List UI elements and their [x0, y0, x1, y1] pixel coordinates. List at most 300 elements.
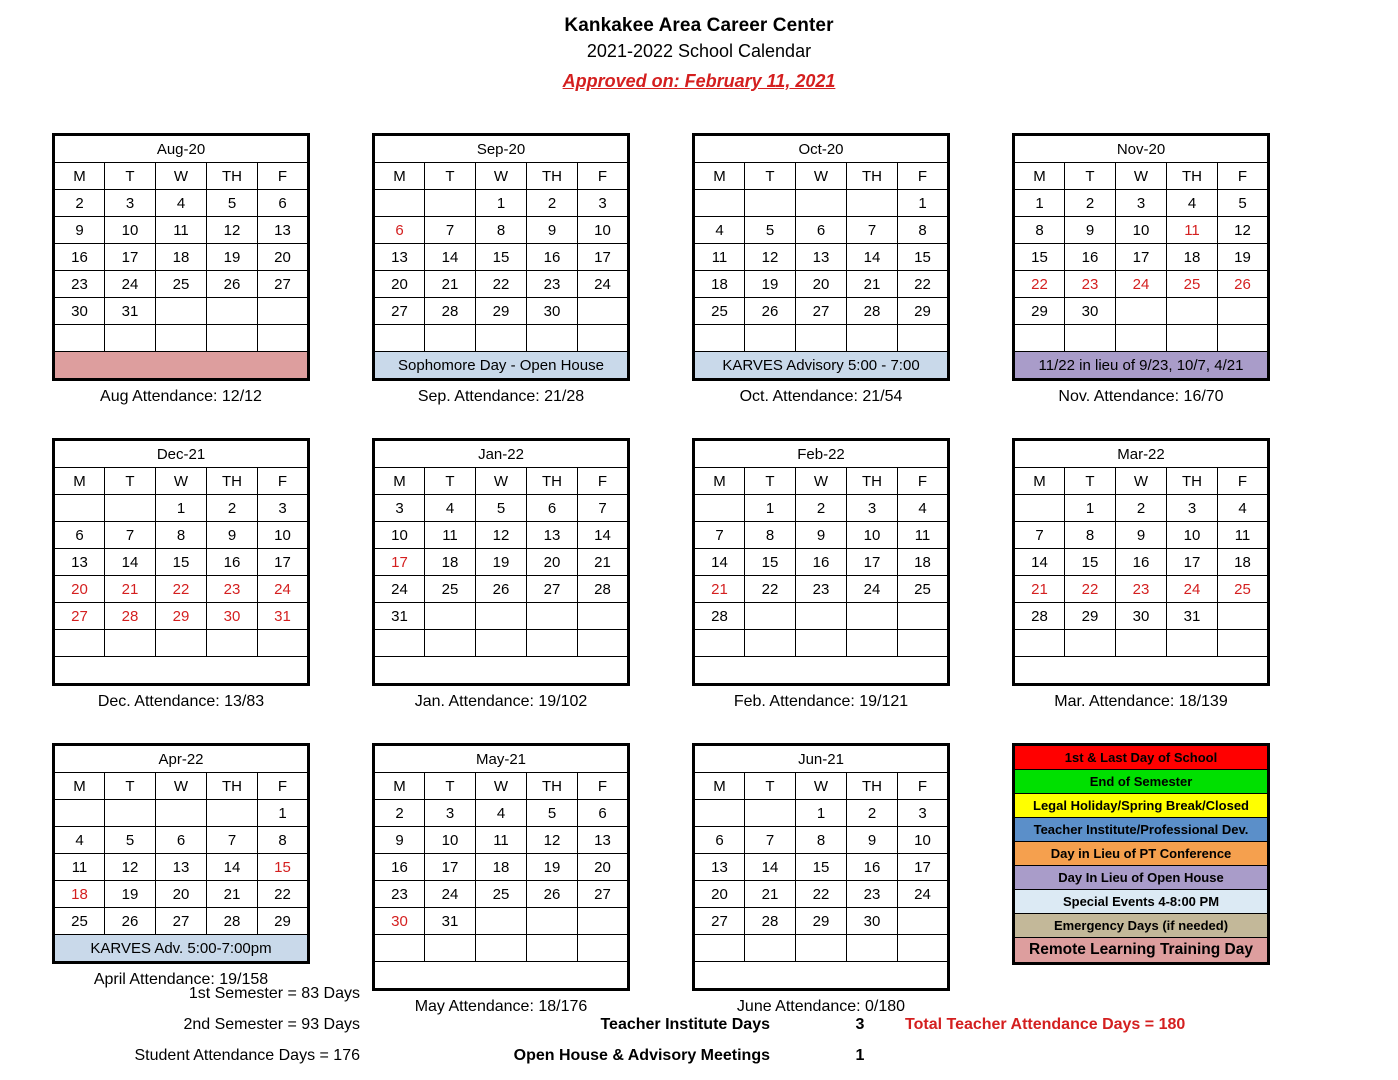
- day-cell-8[interactable]: 8: [156, 522, 207, 549]
- day-cell-empty[interactable]: [54, 495, 105, 522]
- day-cell-20[interactable]: 20: [796, 271, 847, 298]
- day-cell-8[interactable]: 8: [476, 217, 527, 244]
- day-cell-19[interactable]: 19: [207, 244, 258, 271]
- day-cell-empty[interactable]: [578, 630, 629, 657]
- day-cell-30[interactable]: 30: [207, 603, 258, 630]
- day-cell-26[interactable]: 26: [1218, 271, 1269, 298]
- day-cell-4[interactable]: 4: [54, 827, 105, 854]
- day-cell-13[interactable]: 13: [578, 827, 629, 854]
- day-cell-19[interactable]: 19: [745, 271, 796, 298]
- day-cell-3[interactable]: 3: [898, 800, 949, 827]
- day-cell-empty[interactable]: [105, 630, 156, 657]
- day-cell-25[interactable]: 25: [898, 576, 949, 603]
- day-cell-empty[interactable]: [527, 603, 578, 630]
- day-cell-empty[interactable]: [425, 935, 476, 962]
- day-cell-1[interactable]: 1: [745, 495, 796, 522]
- day-cell-7[interactable]: 7: [1014, 522, 1065, 549]
- day-cell-24[interactable]: 24: [374, 576, 425, 603]
- day-cell-20[interactable]: 20: [156, 881, 207, 908]
- day-cell-26[interactable]: 26: [207, 271, 258, 298]
- day-cell-30[interactable]: 30: [847, 908, 898, 935]
- day-cell-15[interactable]: 15: [745, 549, 796, 576]
- day-cell-empty[interactable]: [847, 630, 898, 657]
- day-cell-28[interactable]: 28: [207, 908, 258, 935]
- day-cell-31[interactable]: 31: [425, 908, 476, 935]
- day-cell-6[interactable]: 6: [374, 217, 425, 244]
- day-cell-empty[interactable]: [898, 325, 949, 352]
- day-cell-14[interactable]: 14: [207, 854, 258, 881]
- day-cell-16[interactable]: 16: [847, 854, 898, 881]
- day-cell-empty[interactable]: [694, 190, 745, 217]
- day-cell-31[interactable]: 31: [258, 603, 309, 630]
- day-cell-2[interactable]: 2: [54, 190, 105, 217]
- day-cell-3[interactable]: 3: [1167, 495, 1218, 522]
- day-cell-empty[interactable]: [1218, 630, 1269, 657]
- day-cell-empty[interactable]: [476, 603, 527, 630]
- day-cell-17[interactable]: 17: [1167, 549, 1218, 576]
- day-cell-3[interactable]: 3: [1116, 190, 1167, 217]
- day-cell-23[interactable]: 23: [1065, 271, 1116, 298]
- day-cell-5[interactable]: 5: [105, 827, 156, 854]
- day-cell-11[interactable]: 11: [898, 522, 949, 549]
- day-cell-22[interactable]: 22: [1065, 576, 1116, 603]
- day-cell-24[interactable]: 24: [258, 576, 309, 603]
- day-cell-18[interactable]: 18: [156, 244, 207, 271]
- day-cell-4[interactable]: 4: [1218, 495, 1269, 522]
- day-cell-12[interactable]: 12: [1218, 217, 1269, 244]
- day-cell-17[interactable]: 17: [898, 854, 949, 881]
- day-cell-empty[interactable]: [1116, 298, 1167, 325]
- day-cell-19[interactable]: 19: [527, 854, 578, 881]
- day-cell-17[interactable]: 17: [1116, 244, 1167, 271]
- day-cell-22[interactable]: 22: [476, 271, 527, 298]
- day-cell-1[interactable]: 1: [156, 495, 207, 522]
- day-cell-27[interactable]: 27: [374, 298, 425, 325]
- day-cell-23[interactable]: 23: [374, 881, 425, 908]
- day-cell-empty[interactable]: [527, 935, 578, 962]
- day-cell-28[interactable]: 28: [578, 576, 629, 603]
- day-cell-12[interactable]: 12: [105, 854, 156, 881]
- day-cell-empty[interactable]: [898, 630, 949, 657]
- day-cell-21[interactable]: 21: [578, 549, 629, 576]
- day-cell-3[interactable]: 3: [578, 190, 629, 217]
- day-cell-28[interactable]: 28: [105, 603, 156, 630]
- day-cell-24[interactable]: 24: [105, 271, 156, 298]
- day-cell-empty[interactable]: [156, 630, 207, 657]
- day-cell-20[interactable]: 20: [578, 854, 629, 881]
- day-cell-empty[interactable]: [1014, 630, 1065, 657]
- day-cell-22[interactable]: 22: [745, 576, 796, 603]
- day-cell-empty[interactable]: [847, 935, 898, 962]
- day-cell-29[interactable]: 29: [898, 298, 949, 325]
- day-cell-2[interactable]: 2: [796, 495, 847, 522]
- day-cell-25[interactable]: 25: [156, 271, 207, 298]
- day-cell-empty[interactable]: [54, 325, 105, 352]
- day-cell-30[interactable]: 30: [1116, 603, 1167, 630]
- day-cell-10[interactable]: 10: [1116, 217, 1167, 244]
- day-cell-11[interactable]: 11: [54, 854, 105, 881]
- day-cell-25[interactable]: 25: [425, 576, 476, 603]
- day-cell-empty[interactable]: [476, 630, 527, 657]
- day-cell-7[interactable]: 7: [694, 522, 745, 549]
- day-cell-9[interactable]: 9: [527, 217, 578, 244]
- day-cell-20[interactable]: 20: [694, 881, 745, 908]
- day-cell-29[interactable]: 29: [1014, 298, 1065, 325]
- day-cell-empty[interactable]: [898, 935, 949, 962]
- day-cell-16[interactable]: 16: [207, 549, 258, 576]
- day-cell-12[interactable]: 12: [745, 244, 796, 271]
- day-cell-28[interactable]: 28: [745, 908, 796, 935]
- day-cell-15[interactable]: 15: [1014, 244, 1065, 271]
- day-cell-14[interactable]: 14: [694, 549, 745, 576]
- day-cell-8[interactable]: 8: [258, 827, 309, 854]
- day-cell-empty[interactable]: [156, 298, 207, 325]
- day-cell-22[interactable]: 22: [796, 881, 847, 908]
- day-cell-9[interactable]: 9: [207, 522, 258, 549]
- day-cell-empty[interactable]: [527, 908, 578, 935]
- day-cell-empty[interactable]: [374, 190, 425, 217]
- day-cell-10[interactable]: 10: [898, 827, 949, 854]
- day-cell-14[interactable]: 14: [578, 522, 629, 549]
- day-cell-empty[interactable]: [476, 325, 527, 352]
- day-cell-empty[interactable]: [207, 630, 258, 657]
- day-cell-22[interactable]: 22: [258, 881, 309, 908]
- day-cell-2[interactable]: 2: [1116, 495, 1167, 522]
- day-cell-4[interactable]: 4: [156, 190, 207, 217]
- day-cell-7[interactable]: 7: [578, 495, 629, 522]
- day-cell-5[interactable]: 5: [745, 217, 796, 244]
- day-cell-empty[interactable]: [207, 800, 258, 827]
- day-cell-6[interactable]: 6: [258, 190, 309, 217]
- day-cell-25[interactable]: 25: [54, 908, 105, 935]
- day-cell-17[interactable]: 17: [425, 854, 476, 881]
- day-cell-empty[interactable]: [796, 190, 847, 217]
- day-cell-23[interactable]: 23: [1116, 576, 1167, 603]
- day-cell-29[interactable]: 29: [476, 298, 527, 325]
- day-cell-21[interactable]: 21: [847, 271, 898, 298]
- day-cell-empty[interactable]: [1065, 325, 1116, 352]
- day-cell-18[interactable]: 18: [898, 549, 949, 576]
- day-cell-empty[interactable]: [745, 935, 796, 962]
- day-cell-27[interactable]: 27: [156, 908, 207, 935]
- day-cell-empty[interactable]: [476, 935, 527, 962]
- day-cell-empty[interactable]: [578, 603, 629, 630]
- day-cell-27[interactable]: 27: [54, 603, 105, 630]
- day-cell-16[interactable]: 16: [527, 244, 578, 271]
- day-cell-4[interactable]: 4: [476, 800, 527, 827]
- day-cell-empty[interactable]: [207, 325, 258, 352]
- day-cell-empty[interactable]: [578, 298, 629, 325]
- day-cell-29[interactable]: 29: [156, 603, 207, 630]
- day-cell-empty[interactable]: [1116, 630, 1167, 657]
- day-cell-6[interactable]: 6: [796, 217, 847, 244]
- day-cell-27[interactable]: 27: [258, 271, 309, 298]
- day-cell-15[interactable]: 15: [156, 549, 207, 576]
- day-cell-2[interactable]: 2: [1065, 190, 1116, 217]
- day-cell-28[interactable]: 28: [847, 298, 898, 325]
- day-cell-14[interactable]: 14: [425, 244, 476, 271]
- day-cell-3[interactable]: 3: [374, 495, 425, 522]
- day-cell-13[interactable]: 13: [54, 549, 105, 576]
- day-cell-6[interactable]: 6: [694, 827, 745, 854]
- day-cell-empty[interactable]: [476, 908, 527, 935]
- day-cell-11[interactable]: 11: [425, 522, 476, 549]
- day-cell-12[interactable]: 12: [207, 217, 258, 244]
- day-cell-12[interactable]: 12: [527, 827, 578, 854]
- day-cell-18[interactable]: 18: [54, 881, 105, 908]
- day-cell-15[interactable]: 15: [796, 854, 847, 881]
- day-cell-empty[interactable]: [425, 325, 476, 352]
- day-cell-21[interactable]: 21: [745, 881, 796, 908]
- day-cell-30[interactable]: 30: [1065, 298, 1116, 325]
- day-cell-9[interactable]: 9: [1116, 522, 1167, 549]
- day-cell-empty[interactable]: [1167, 630, 1218, 657]
- day-cell-26[interactable]: 26: [527, 881, 578, 908]
- day-cell-27[interactable]: 27: [694, 908, 745, 935]
- day-cell-10[interactable]: 10: [105, 217, 156, 244]
- day-cell-28[interactable]: 28: [425, 298, 476, 325]
- day-cell-14[interactable]: 14: [1014, 549, 1065, 576]
- day-cell-7[interactable]: 7: [847, 217, 898, 244]
- day-cell-14[interactable]: 14: [745, 854, 796, 881]
- day-cell-27[interactable]: 27: [527, 576, 578, 603]
- day-cell-1[interactable]: 1: [258, 800, 309, 827]
- day-cell-empty[interactable]: [745, 190, 796, 217]
- day-cell-17[interactable]: 17: [578, 244, 629, 271]
- day-cell-3[interactable]: 3: [105, 190, 156, 217]
- day-cell-empty[interactable]: [1014, 495, 1065, 522]
- day-cell-4[interactable]: 4: [898, 495, 949, 522]
- day-cell-27[interactable]: 27: [796, 298, 847, 325]
- day-cell-10[interactable]: 10: [847, 522, 898, 549]
- day-cell-empty[interactable]: [258, 325, 309, 352]
- day-cell-empty[interactable]: [1167, 325, 1218, 352]
- day-cell-empty[interactable]: [425, 603, 476, 630]
- day-cell-empty[interactable]: [745, 800, 796, 827]
- day-cell-empty[interactable]: [694, 325, 745, 352]
- day-cell-16[interactable]: 16: [1116, 549, 1167, 576]
- day-cell-9[interactable]: 9: [54, 217, 105, 244]
- day-cell-empty[interactable]: [745, 325, 796, 352]
- day-cell-7[interactable]: 7: [745, 827, 796, 854]
- day-cell-22[interactable]: 22: [898, 271, 949, 298]
- day-cell-empty[interactable]: [54, 800, 105, 827]
- day-cell-21[interactable]: 21: [1014, 576, 1065, 603]
- day-cell-17[interactable]: 17: [105, 244, 156, 271]
- day-cell-8[interactable]: 8: [796, 827, 847, 854]
- day-cell-11[interactable]: 11: [694, 244, 745, 271]
- day-cell-7[interactable]: 7: [425, 217, 476, 244]
- day-cell-3[interactable]: 3: [847, 495, 898, 522]
- day-cell-20[interactable]: 20: [54, 576, 105, 603]
- day-cell-20[interactable]: 20: [527, 549, 578, 576]
- day-cell-15[interactable]: 15: [898, 244, 949, 271]
- day-cell-9[interactable]: 9: [374, 827, 425, 854]
- day-cell-2[interactable]: 2: [207, 495, 258, 522]
- day-cell-empty[interactable]: [1218, 603, 1269, 630]
- day-cell-23[interactable]: 23: [847, 881, 898, 908]
- day-cell-6[interactable]: 6: [156, 827, 207, 854]
- day-cell-5[interactable]: 5: [527, 800, 578, 827]
- day-cell-20[interactable]: 20: [374, 271, 425, 298]
- day-cell-empty[interactable]: [694, 630, 745, 657]
- day-cell-15[interactable]: 15: [258, 854, 309, 881]
- day-cell-12[interactable]: 12: [476, 522, 527, 549]
- day-cell-18[interactable]: 18: [476, 854, 527, 881]
- day-cell-28[interactable]: 28: [1014, 603, 1065, 630]
- day-cell-2[interactable]: 2: [847, 800, 898, 827]
- day-cell-10[interactable]: 10: [1167, 522, 1218, 549]
- day-cell-28[interactable]: 28: [694, 603, 745, 630]
- day-cell-13[interactable]: 13: [796, 244, 847, 271]
- day-cell-empty[interactable]: [156, 800, 207, 827]
- day-cell-empty[interactable]: [258, 630, 309, 657]
- day-cell-19[interactable]: 19: [476, 549, 527, 576]
- day-cell-empty[interactable]: [1014, 325, 1065, 352]
- day-cell-16[interactable]: 16: [54, 244, 105, 271]
- day-cell-empty[interactable]: [796, 603, 847, 630]
- day-cell-20[interactable]: 20: [258, 244, 309, 271]
- day-cell-15[interactable]: 15: [476, 244, 527, 271]
- day-cell-13[interactable]: 13: [258, 217, 309, 244]
- day-cell-10[interactable]: 10: [578, 217, 629, 244]
- day-cell-11[interactable]: 11: [1218, 522, 1269, 549]
- day-cell-empty[interactable]: [1065, 630, 1116, 657]
- day-cell-14[interactable]: 14: [105, 549, 156, 576]
- day-cell-empty[interactable]: [796, 935, 847, 962]
- day-cell-empty[interactable]: [527, 630, 578, 657]
- day-cell-24[interactable]: 24: [1116, 271, 1167, 298]
- day-cell-empty[interactable]: [374, 630, 425, 657]
- day-cell-16[interactable]: 16: [1065, 244, 1116, 271]
- day-cell-23[interactable]: 23: [54, 271, 105, 298]
- day-cell-29[interactable]: 29: [258, 908, 309, 935]
- day-cell-8[interactable]: 8: [1065, 522, 1116, 549]
- day-cell-31[interactable]: 31: [105, 298, 156, 325]
- day-cell-24[interactable]: 24: [578, 271, 629, 298]
- day-cell-empty[interactable]: [1218, 325, 1269, 352]
- day-cell-24[interactable]: 24: [847, 576, 898, 603]
- day-cell-25[interactable]: 25: [1218, 576, 1269, 603]
- day-cell-empty[interactable]: [374, 325, 425, 352]
- day-cell-19[interactable]: 19: [1218, 244, 1269, 271]
- day-cell-9[interactable]: 9: [1065, 217, 1116, 244]
- day-cell-empty[interactable]: [796, 325, 847, 352]
- day-cell-empty[interactable]: [578, 908, 629, 935]
- day-cell-empty[interactable]: [796, 630, 847, 657]
- day-cell-23[interactable]: 23: [796, 576, 847, 603]
- day-cell-5[interactable]: 5: [476, 495, 527, 522]
- day-cell-25[interactable]: 25: [1167, 271, 1218, 298]
- day-cell-empty[interactable]: [694, 935, 745, 962]
- day-cell-7[interactable]: 7: [207, 827, 258, 854]
- day-cell-empty[interactable]: [694, 800, 745, 827]
- day-cell-2[interactable]: 2: [527, 190, 578, 217]
- day-cell-9[interactable]: 9: [847, 827, 898, 854]
- day-cell-empty[interactable]: [374, 935, 425, 962]
- day-cell-21[interactable]: 21: [207, 881, 258, 908]
- day-cell-4[interactable]: 4: [425, 495, 476, 522]
- day-cell-1[interactable]: 1: [1014, 190, 1065, 217]
- day-cell-23[interactable]: 23: [527, 271, 578, 298]
- day-cell-24[interactable]: 24: [1167, 576, 1218, 603]
- day-cell-empty[interactable]: [745, 603, 796, 630]
- day-cell-empty[interactable]: [1116, 325, 1167, 352]
- day-cell-10[interactable]: 10: [425, 827, 476, 854]
- day-cell-4[interactable]: 4: [1167, 190, 1218, 217]
- day-cell-8[interactable]: 8: [1014, 217, 1065, 244]
- day-cell-26[interactable]: 26: [745, 298, 796, 325]
- day-cell-10[interactable]: 10: [374, 522, 425, 549]
- day-cell-2[interactable]: 2: [374, 800, 425, 827]
- day-cell-23[interactable]: 23: [207, 576, 258, 603]
- day-cell-1[interactable]: 1: [476, 190, 527, 217]
- day-cell-6[interactable]: 6: [527, 495, 578, 522]
- day-cell-3[interactable]: 3: [258, 495, 309, 522]
- day-cell-empty[interactable]: [105, 495, 156, 522]
- day-cell-21[interactable]: 21: [425, 271, 476, 298]
- day-cell-empty[interactable]: [898, 603, 949, 630]
- day-cell-18[interactable]: 18: [1218, 549, 1269, 576]
- day-cell-5[interactable]: 5: [1218, 190, 1269, 217]
- day-cell-1[interactable]: 1: [1065, 495, 1116, 522]
- day-cell-6[interactable]: 6: [54, 522, 105, 549]
- day-cell-15[interactable]: 15: [1065, 549, 1116, 576]
- day-cell-22[interactable]: 22: [1014, 271, 1065, 298]
- day-cell-empty[interactable]: [847, 190, 898, 217]
- day-cell-8[interactable]: 8: [898, 217, 949, 244]
- day-cell-21[interactable]: 21: [694, 576, 745, 603]
- day-cell-16[interactable]: 16: [374, 854, 425, 881]
- day-cell-empty[interactable]: [694, 495, 745, 522]
- day-cell-empty[interactable]: [578, 935, 629, 962]
- day-cell-13[interactable]: 13: [527, 522, 578, 549]
- day-cell-10[interactable]: 10: [258, 522, 309, 549]
- day-cell-empty[interactable]: [105, 800, 156, 827]
- day-cell-3[interactable]: 3: [425, 800, 476, 827]
- day-cell-21[interactable]: 21: [105, 576, 156, 603]
- day-cell-6[interactable]: 6: [578, 800, 629, 827]
- day-cell-empty[interactable]: [578, 325, 629, 352]
- day-cell-empty[interactable]: [425, 630, 476, 657]
- day-cell-7[interactable]: 7: [105, 522, 156, 549]
- day-cell-9[interactable]: 9: [796, 522, 847, 549]
- day-cell-empty[interactable]: [54, 630, 105, 657]
- day-cell-30[interactable]: 30: [374, 908, 425, 935]
- day-cell-11[interactable]: 11: [156, 217, 207, 244]
- day-cell-25[interactable]: 25: [694, 298, 745, 325]
- day-cell-22[interactable]: 22: [156, 576, 207, 603]
- day-cell-24[interactable]: 24: [898, 881, 949, 908]
- day-cell-24[interactable]: 24: [425, 881, 476, 908]
- day-cell-empty[interactable]: [527, 325, 578, 352]
- day-cell-empty[interactable]: [156, 325, 207, 352]
- day-cell-17[interactable]: 17: [258, 549, 309, 576]
- day-cell-4[interactable]: 4: [694, 217, 745, 244]
- day-cell-17[interactable]: 17: [374, 549, 425, 576]
- day-cell-13[interactable]: 13: [694, 854, 745, 881]
- day-cell-empty[interactable]: [847, 325, 898, 352]
- day-cell-29[interactable]: 29: [796, 908, 847, 935]
- day-cell-empty[interactable]: [898, 908, 949, 935]
- day-cell-14[interactable]: 14: [847, 244, 898, 271]
- day-cell-26[interactable]: 26: [476, 576, 527, 603]
- day-cell-1[interactable]: 1: [898, 190, 949, 217]
- day-cell-empty[interactable]: [1167, 298, 1218, 325]
- day-cell-31[interactable]: 31: [1167, 603, 1218, 630]
- day-cell-13[interactable]: 13: [156, 854, 207, 881]
- day-cell-16[interactable]: 16: [796, 549, 847, 576]
